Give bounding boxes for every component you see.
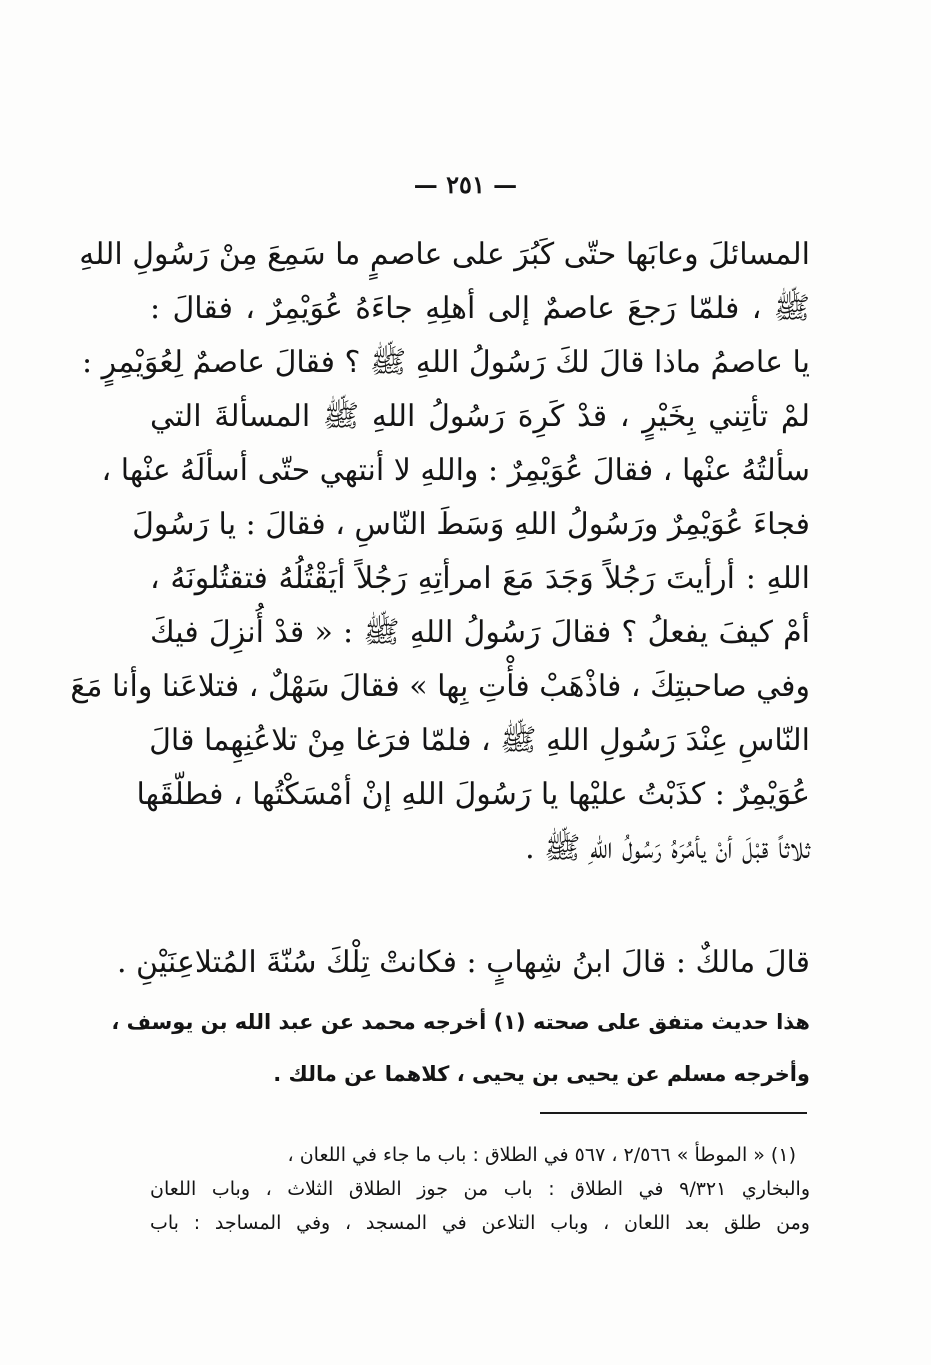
- text-line: النّاسِ عِنْدَ رَسُولِ اللهِ ﷺ ، فلمّا فرَغا مِنْ تلاعُنِهِما قالَ: [149, 723, 810, 758]
- text-line: المسائلَ وعابَها حتّى كَبُرَ على عاصمٍ ما سَمِعَ مِنْ رَسُولِ اللهِ: [79, 237, 810, 272]
- footnote-divider: [540, 1112, 807, 1114]
- footnote-line: والبخاري ٩/٣٢١ في الطلاق : باب من جوز الطلاق الثلاث ، وباب اللعان: [150, 1178, 811, 1200]
- text-line: سألتُهُ عنْها ، فقالَ عُوَيْمِرٌ : واللهِ لا أنتهي حتّى أسألَهُ عنْها ،: [101, 453, 810, 488]
- text-line: يا عاصمُ ماذا قالَ لكَ رَسُولُ اللهِ ﷺ ؟ فقالَ عاصمٌ لِعُوَيْمِرٍ :: [82, 345, 810, 380]
- footnote: [150, 1138, 810, 1240]
- text-line: وفي صاحبتِكَ ، فاذْهَبْ فأْتِ بِها » فقالَ سَهْلٌ ، فتلاعَنا وأنا مَعَ: [70, 669, 810, 704]
- footnote-line: ومن طلق بعد اللعان ، وباب التلاعن في المسجد ، وفي المساجد : باب: [150, 1212, 810, 1234]
- authentication-note: [111, 996, 810, 1100]
- text-line: عُوَيْمِرٌ : كذَبْتُ عليْها يا رَسُولَ اللهِ إنْ أمْسَكْتُها ، فطلّقَها: [136, 777, 810, 812]
- page-number: — ٢٥١ —: [413, 170, 518, 199]
- text-line: اللهِ : أرأيتَ رَجُلاً وَجَدَ مَعَ امرأتِهِ رَجُلاً أيَقْتُلُهُ فتقتُلونَهُ ،: [150, 561, 810, 596]
- text-line: ثلاثاً قبْلَ أنْ يأمُرَهُ رَسُولُ اللهِ ﷺ .: [525, 831, 810, 866]
- hadith-text: [70, 228, 810, 876]
- text-line: لمْ تأتِني بِخَيْرٍ ، قدْ كَرِهَ رَسُولُ اللهِ ﷺ المسألةَ التي: [150, 399, 810, 434]
- text-line: أمْ كيفَ يفعلُ ؟ فقالَ رَسُولُ اللهِ ﷺ : « قدْ أُنزِلَ فيكَ: [150, 615, 810, 650]
- text-line: ﷺ ، فلمّا رَجعَ عاصمٌ إلى أهلِهِ جاءَهُ عُوَيْمِرٌ ، فقالَ :: [150, 291, 810, 326]
- footnote-line: (١) « الموطأ » ٢/٥٦٦ ، ٥٦٧ في الطلاق : باب ما جاء في اللعان ،: [287, 1144, 796, 1166]
- text-line: فجاءَ عُوَيْمِرٌ ورَسُولُ اللهِ وَسَطَ النّاسِ ، فقالَ : يا رَسُولَ: [132, 507, 810, 542]
- note-line: هذا حديث متفق على صحته (١) أخرجه محمد عن عبد الله بن يوسف ،: [111, 1010, 810, 1034]
- note-line: وأخرجه مسلم عن يحيى بن يحيى ، كلاهما عن مالك .: [273, 1062, 810, 1086]
- malik-statement: قالَ مالكٌ : قالَ ابنُ شِهابٍ : فكانتْ تِلْكَ سُنّةَ المُتلاعِنَيْنِ .: [116, 945, 810, 980]
